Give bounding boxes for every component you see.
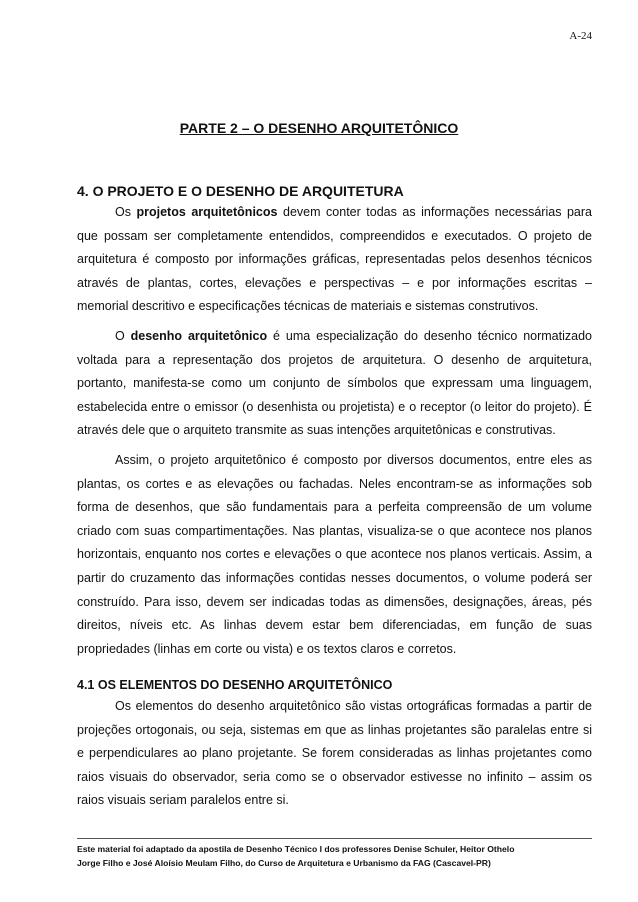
section-4-paragraph-2 — [77, 325, 592, 443]
paragraph-text: O — [115, 328, 131, 343]
paragraph-text: é uma especialização do desenho técnico normatizado voltada para a representação dos projetos de arquitetura. O desenho de arquitetura, portanto, manifesta-se como um conjunto de símbolos que expressam uma linguagem, estabelecida entre o emissor (o desenhista ou projetista) e o receptor (o leitor do projeto). É através dele que o arquiteto transmite as suas intenções arquitetônicas e construtivas. — [77, 328, 592, 438]
paragraph-text: devem conter todas as informações necessárias para que possam ser completamente entendidos, compreendidos e executados. O projeto de arquitetura é composto por informações gráficas, representadas pelos desenhos técnicos através de plantas, cortes, elevações e perspectivas – e por informações escritas – memorial descritivo e especificações técnicas de materiais e sistemas construtivos. — [77, 205, 592, 314]
page-footer — [77, 838, 592, 870]
section-4-paragraph-1 — [77, 201, 592, 319]
section-4-1 — [77, 675, 592, 813]
section-4-1-paragraph-1: Os elementos do desenho arquitetônico são vistas ortográficas formadas a partir de projeções ortogonais, ou seja, sistemas em que as linhas projetantes são paralelas entre si e perpendiculares ao plano projetante. Se forem consideradas as linhas projetantes como raios visuais do observador, seria como se o observador estivesse no infinito – assim os raios visuais seriam paralelos entre si. — [77, 699, 592, 808]
bold-term: desenho arquitetônico — [130, 328, 268, 343]
bold-term: projetos arquitetônicos — [136, 205, 278, 219]
section-4 — [77, 181, 592, 661]
footer-line-2: Jorge Filho e José Aloísio Meulam Filho, do Curso de Arquitetura e Urbanismo da FAG (Cascavel-PR) — [77, 858, 491, 868]
page-number: A-24 — [569, 30, 592, 42]
paragraph-text: Os — [115, 205, 137, 219]
part-title: PARTE 2 – O DESENHO ARQUITETÔNICO — [179, 120, 459, 136]
section-4-heading: 4. O PROJETO E O DESENHO DE ARQUITETURA — [77, 183, 404, 199]
footer-line-1: Este material foi adaptado da apostila de Desenho Técnico I dos professores Denise Schuler, Heitor Othelo — [77, 844, 515, 854]
section-4-1-heading: 4.1 OS ELEMENTOS DO DESENHO ARQUITETÔNICO — [77, 678, 393, 692]
section-4-paragraph-3: Assim, o projeto arquitetônico é composto por diversos documentos, entre eles as plantas, os cortes e as elevações ou fachadas. Neles encontram-se as informações sob forma de desenhos, que são fundamentais para a perfeita compreensão de um volume criado com suas compartimentações. Nas plantas, visualiza-se o que acontece nos planos horizontais, enquanto nos cortes e elevações o que acontece nos planos verticais. Assim, a partir do cruzamento das informações contidas nesses documentos, o volume poderá ser construído. Para isso, devem ser indicadas todas as dimensões, designações, áreas, pés direitos, níveis etc. As linhas devem estar bem diferenciadas, em função de suas propriedades (linhas em corte ou vista) e os textos claros e corretos. — [77, 452, 592, 656]
